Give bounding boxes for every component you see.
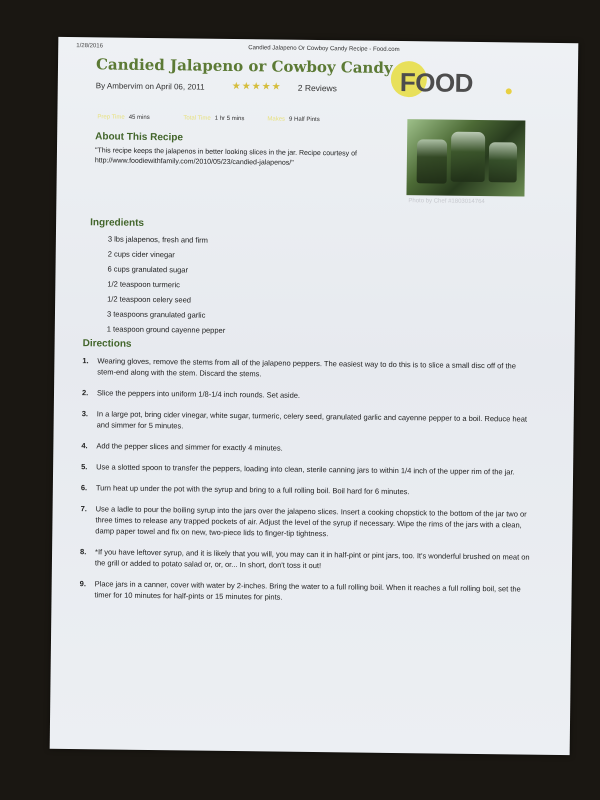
step-number: 9. <box>79 579 87 589</box>
ingredient-item: 1 teaspoon ground cayenne pepper <box>106 324 226 335</box>
total-time-value: 1 hr 5 mins <box>214 115 245 123</box>
recipe-byline: By Ambervim on April 06, 2011 <box>95 81 205 92</box>
step-text: Wearing gloves, remove the stems from all of the jalapeno peppers. The easiest way to do this is to slice a small disc off of the stem-end along with the stem. Discard the stems. <box>97 356 516 379</box>
step-text: Use a slotted spoon to transfer the peppers, loading into clean, sterile canning jars to within 1/4 inch of the upper rim of the jar. <box>96 462 515 477</box>
review-count: 2 Reviews <box>297 82 338 94</box>
yield-label: Makes <box>267 116 286 123</box>
direction-step <box>80 503 530 541</box>
ingredient-item: 1/2 teaspoon turmeric <box>107 279 180 290</box>
step-number: 7. <box>80 504 87 514</box>
ingredient-item: 2 cups cider vinegar <box>107 249 175 260</box>
step-number: 1. <box>82 356 89 366</box>
total-time <box>183 115 244 122</box>
step-text: Slice the peppers into uniform 1/8-1/4 inch rounds. Set aside. <box>96 388 301 400</box>
direction-step <box>81 482 531 498</box>
prep-time-value: 45 mins <box>128 114 150 121</box>
directions-list <box>79 355 532 605</box>
photo-credit: Photo by Chef #1803014764 <box>408 198 485 206</box>
about-heading: About This Recipe <box>95 131 184 144</box>
print-date: 1/28/2016 <box>76 43 103 50</box>
step-text: Turn heat up under the pot with the syrup and bring to a full rolling boil. Boil hard for 6 minutes. <box>95 483 410 497</box>
food-logo: FOOD <box>399 67 474 98</box>
jar-icon <box>451 132 486 182</box>
step-text: *If you have leftover syrup, and it is likely that you will, you may can it in half-pint or pint jars, too. It's wonderful brushed on meat on the grill or added to potato salad or, or, or... In short, don't toss it out! <box>94 547 530 571</box>
about-text: "This recipe keeps the jalapenos in better looking slices in the jar. Recipe courtesy of http://www.foodiewithfamily.com/2010/05/23/candied-jalapenos/" <box>94 147 358 167</box>
prep-time <box>97 114 149 121</box>
direction-step <box>82 408 532 435</box>
direction-step <box>81 461 531 477</box>
ingredient-item: 3 teaspoons granulated garlic <box>106 309 206 320</box>
directions-heading: Directions <box>82 338 132 350</box>
step-text: In a large pot, bring cider vinegar, white sugar, turmeric, celery seed, granulated garlic and cayenne pepper to a boil. Reduce heat and simmer for 5 minutes. <box>96 409 528 431</box>
ingredient-item: 6 cups granulated sugar <box>107 264 189 275</box>
food-logo-dot-icon <box>506 88 512 94</box>
ingredient-item: 3 lbs jalapenos, fresh and firm <box>107 234 209 245</box>
direction-step <box>79 578 529 605</box>
yield-value: 9 Half Pints <box>289 116 320 124</box>
step-number: 6. <box>80 483 88 493</box>
yield <box>267 116 319 123</box>
ingredient-item: 1/2 teaspoon celery seed <box>107 294 192 305</box>
step-number: 4. <box>81 441 88 451</box>
total-time-label: Total Time <box>183 115 211 122</box>
direction-step <box>82 387 532 403</box>
step-number: 3. <box>81 409 89 419</box>
direction-step <box>81 440 531 456</box>
ingredients-list <box>107 231 227 337</box>
direction-step <box>82 355 532 382</box>
print-header: Candied Jalapeno Or Cowboy Candy Recipe - Food.com <box>248 45 400 54</box>
step-number: 8. <box>80 547 87 557</box>
step-text: Place jars in a canner, cover with water by 2-inches. Bring the water to a full rolling boil. When it reaches a full rolling boil, set the timer for 10 minutes for half-pints or 15 minutes for pints. <box>94 579 521 602</box>
step-text: Add the pepper slices and simmer for exactly 4 minutes. <box>96 441 283 453</box>
step-number: 2. <box>81 388 89 398</box>
step-number: 5. <box>81 462 88 472</box>
direction-step <box>80 546 530 573</box>
prep-time-label: Prep Time <box>97 114 125 121</box>
recipe-title: Candied Jalapeno or Cowboy Candy <box>95 55 393 77</box>
printed-recipe-page <box>50 37 579 755</box>
jar-icon <box>489 142 517 182</box>
ingredients-heading: Ingredients <box>90 217 145 229</box>
jar-icon <box>417 139 448 183</box>
step-text: Use a ladle to pour the boiling syrup into the jars over the jalapeno slices. Insert a cooking chopstick to the bottom of the jar two or three times to release any trapped pockets of air. Adjust the level of the syrup if necessary. Wipe the rims of the jars with a clean, damp paper towel and fix on new, two-piece lids to finger-tip tightness. <box>95 504 527 539</box>
rating-stars-icon: ★★★★★ <box>231 80 282 93</box>
